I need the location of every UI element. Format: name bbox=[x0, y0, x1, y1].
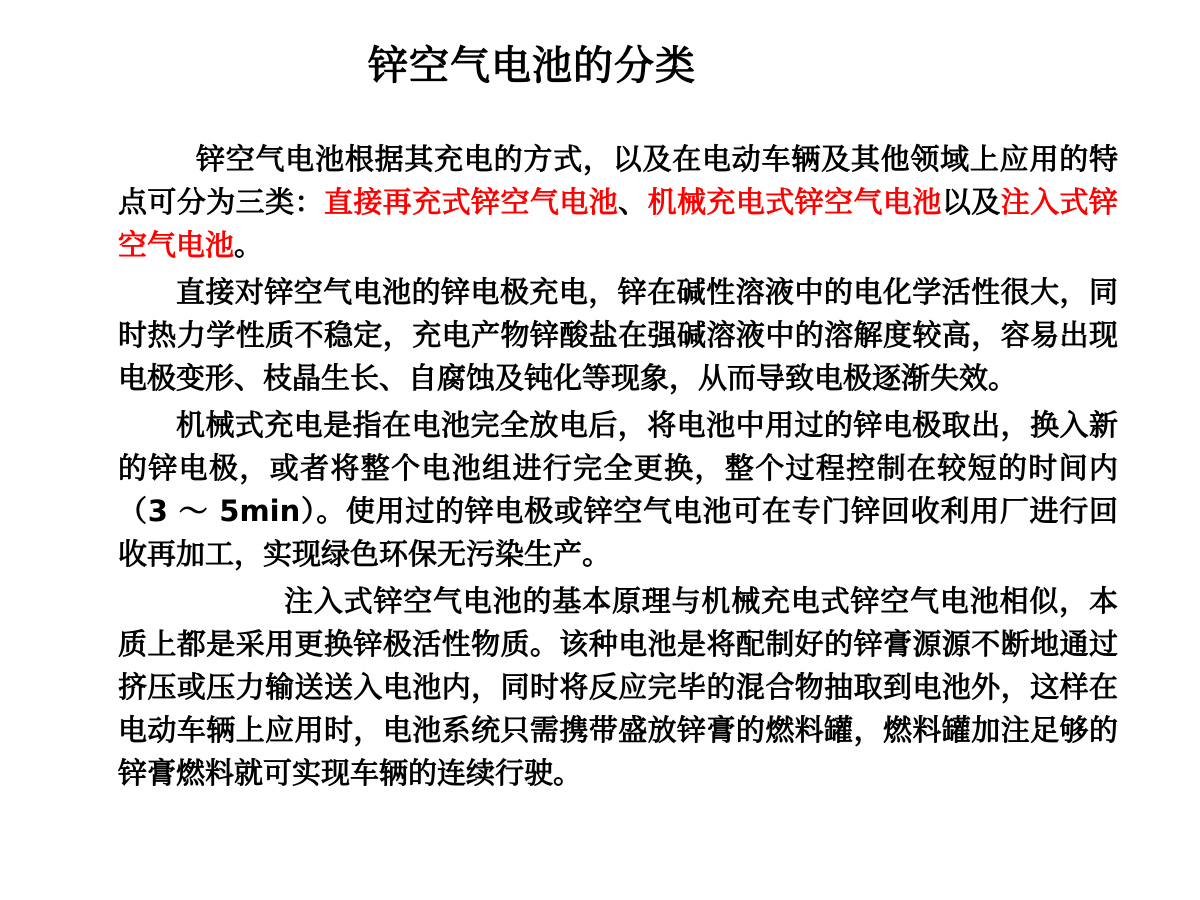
type-direct-recharge: 直接再充式锌空气电池 bbox=[323, 185, 619, 219]
paragraph-mechanical-recharge: 机械式充电是指在电池完全放电后，将电池中用过的锌电极取出，换入新的锌电极，或者将整个电池组进行完全更换，整个过程控制在较短的时间内（3 ～ 5min）。使用过的锌电极或锌空气电池可在专门锌回收利用厂进行回收再加工，实现绿色环保无污染生产。 bbox=[118, 408, 1118, 571]
slide-title: 锌空气电池的分类 bbox=[368, 43, 696, 89]
type-injection: 注入式锌空气电池 bbox=[118, 185, 1118, 262]
paragraph-injection: 注入式锌空气电池的基本原理与机械充电式锌空气电池相似，本质上都是采用更换锌极活性物质。该种电池是将配制好的锌膏源源不断地通过挤压或压力输送送入电池内，同时将反应完毕的混合物抽取到电池外，这样在电动车辆上应用时，电池系统只需携带盛放锌膏的燃料罐，燃料罐加注足够的锌膏燃料就可实现车辆的连续行驶。 bbox=[118, 584, 1118, 790]
slide-body bbox=[118, 138, 1118, 799]
separator-comma: 、 bbox=[618, 185, 648, 219]
conjunction-text: 以及 bbox=[941, 185, 1001, 219]
paragraph-classification-intro bbox=[118, 138, 1118, 267]
period: 。 bbox=[234, 228, 264, 262]
intro-text: 锌空气电池根据其充电的方式，以及在电动车辆及其他领域上应用的特点可分为三类： bbox=[118, 142, 1118, 219]
type-mechanical-recharge: 机械充电式锌空气电池 bbox=[647, 185, 942, 219]
paragraph-direct-recharge: 直接对锌空气电池的锌电极充电，锌在碱性溶液中的电化学活性很大，同时热力学性质不稳定，充电产物锌酸盐在强碱溶液中的溶解度较高，容易出现电极变形、枝晶生长、自腐蚀及钝化等现象，从而导致电极逐渐失效。 bbox=[118, 275, 1118, 395]
